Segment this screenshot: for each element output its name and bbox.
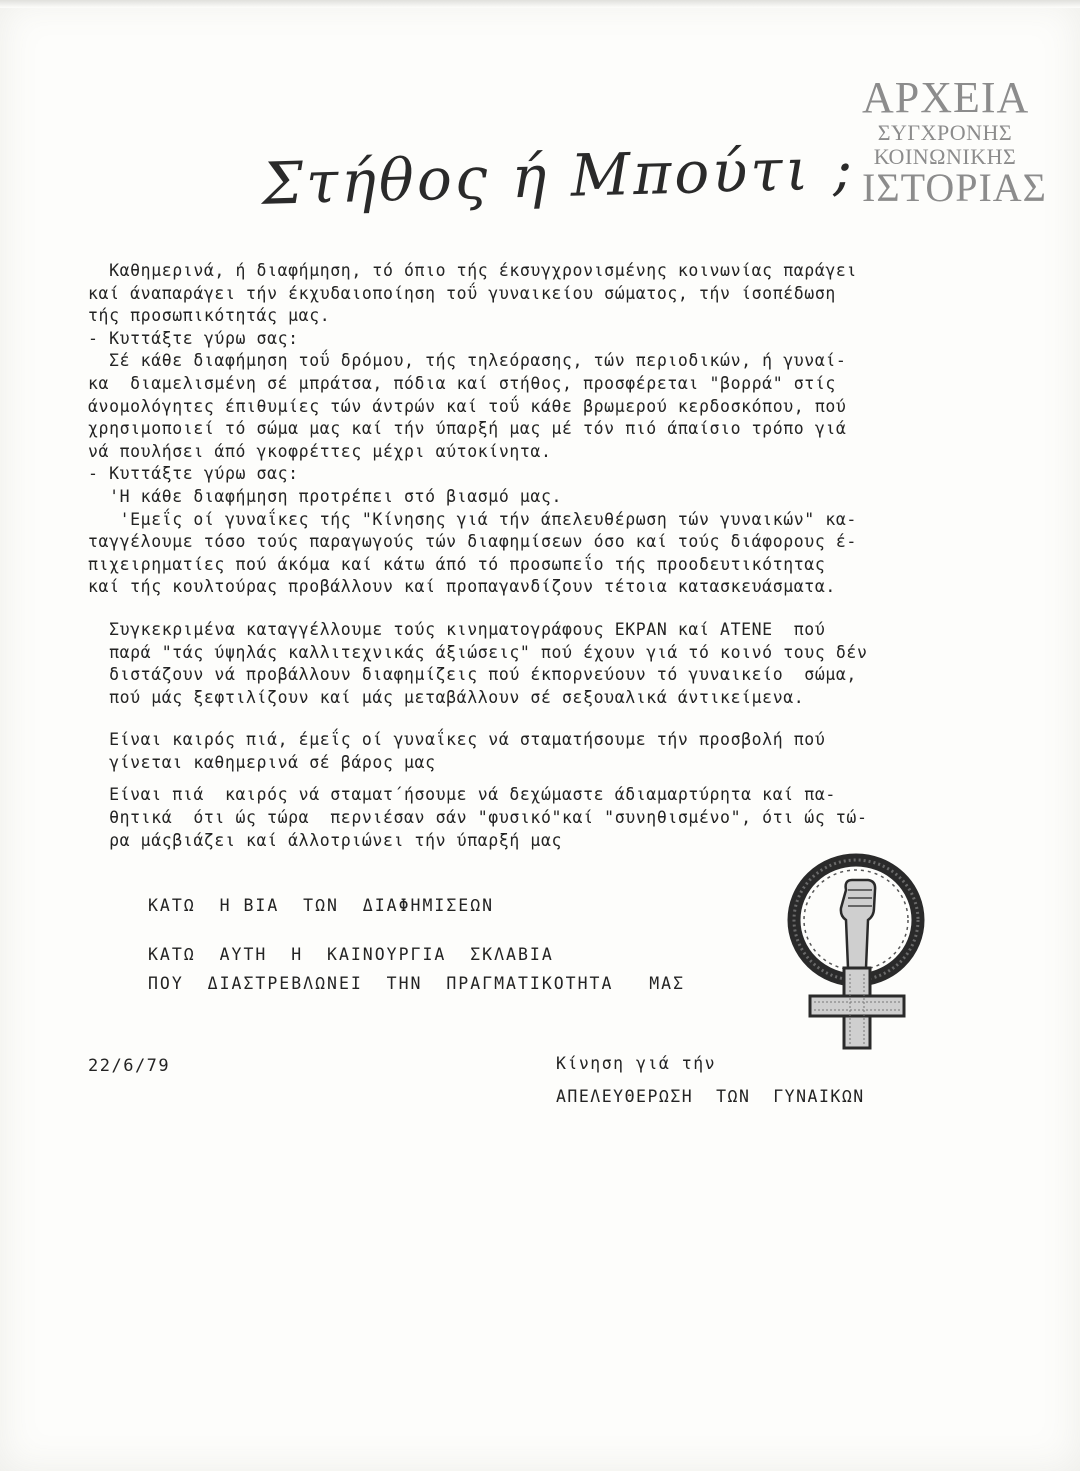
text-line: καί τής κουλτούρας προβάλλουν καί προπαγανδίζουν τέτοια κατασκευάσματα.	[88, 577, 836, 597]
document-body	[88, 260, 978, 852]
text-line: παρά "τάς ύψηλάς καλλιτεχνικάς άξιώσεις" πού έχουν γιά τό κοινό τους δέν	[88, 642, 868, 662]
paragraph-4	[88, 784, 978, 852]
paragraph-gap	[88, 709, 978, 729]
paper-edge	[0, 0, 1080, 8]
document-date: 22/6/79	[88, 1056, 171, 1076]
text-line: καί άναπαράγει τήν έκχυδαιοποίηση τοΰ γυναικείου σώματος, τήν ίσοπέδωση	[88, 283, 836, 303]
text-line: Είναι καιρός πιά, έμεΐς οί γυναΐκες νά σταματήσουμε τήν προσβολή πού	[88, 730, 826, 750]
watermark-line-1: ΑΡΧΕΙΑ	[862, 73, 1030, 122]
text-line: πιχειρηματίες πού άκόμα καί κάτω άπό τό προσωπεΐο τής προοδευτικότητας	[88, 554, 826, 574]
female-symbol-with-raised-fist-icon	[780, 850, 930, 1060]
paragraph-3	[88, 729, 978, 774]
paragraph-2	[88, 619, 978, 709]
text-line: γίνεται καθημερινά σέ βάρος μας	[88, 752, 436, 772]
text-line: Καθημερινά, ή διαφήμηση, τό όπιο τής έκσυγχρονισμένης κοινωνίας παράγει	[88, 261, 857, 280]
watermark-line-3: ΚΟΙΝΩΝΙΚΗΣ	[873, 144, 1017, 169]
slogan-line-1: ΚΑΤΩ Η ΒΙΑ ΤΩΝ ΔΙΑΦΗΜΙΣΕΩΝ	[148, 896, 495, 915]
text-line: ρα μάςβιάζει καί άλλοτριώνει τήν ύπαρξή μας	[88, 830, 563, 850]
signature-line-2: ΑΠΕΛΕΥΘΕΡΩΣΗ ΤΩΝ ΓΥΝΑΙΚΩΝ	[556, 1087, 865, 1106]
signature-line-1: Κίνηση γιά τήν	[556, 1054, 717, 1073]
text-line: άνομολόγητες έπιθυμίες τών άντρών καί τοΰ κάθε βρωμερού κερδοσκόπου, πού	[88, 396, 847, 416]
text-line: χρησιμοποιεί τό σώμα μας καί τήν ύπαρξή μας μέ τόν πιό άπαίσιο τρόπο γιά	[88, 419, 847, 439]
text-line: ταγγέλουμε τόσο τούς παραγωγούς τών διαφημίσεων όσο καί τούς διάφορους έ-	[88, 532, 857, 552]
slogan-line-2: ΚΑΤΩ ΑΥΤΗ Η ΚΑΙΝΟΥΡΓΙΑ ΣΚΛΑΒΙΑ	[148, 945, 554, 964]
text-line: 'Η κάθε διαφήμηση προτρέπει στό βιασμό μας.	[88, 486, 563, 506]
text-line: πού μάς ξεφτιλίζουν καί μάς μεταβάλλουν σέ σεξουαλικά άντικείμενα.	[88, 687, 805, 707]
handwritten-title: Στήθος ή Μπούτι ;	[261, 134, 857, 218]
signature-block	[556, 1054, 865, 1106]
archive-watermark	[862, 73, 1047, 210]
slogan-line-3: ΠΟΥ ΔΙΑΣΤΡΕΒΛΩΝΕΙ ΤΗΝ ΠΡΑΓΜΑΤΙΚΟΤΗΤΑ ΜΑΣ	[148, 974, 686, 993]
paragraph-gap	[88, 774, 978, 784]
paragraph-1	[88, 260, 978, 599]
text-line: διστάζουν νά προβάλλουν διαφημίζεις πού έκπορνεύουν τό γυναικείο σώμα,	[88, 665, 857, 685]
text-line: Είναι πιά καιρός νά σταματ΄ήσουμε νά δεχώμαστε άδιαμαρτύρητα καί πα-	[88, 785, 836, 805]
text-line: - Κυττάξτε γύρω σας:	[88, 328, 299, 348]
text-line: τής προσωπικότητάς μας.	[88, 306, 331, 326]
text-line: 'Εμεΐς οί γυναΐκες τής "Κίνησης γιά τήν άπελευθέρωση τών γυναικών" κα-	[88, 509, 857, 529]
text-line: κα διαμελισμένη σέ μπράτσα, πόδια καί στήθος, προσφέρεται "βορρά" στίς	[88, 373, 836, 393]
text-line: Σέ κάθε διαφήμηση τοΰ δρόμου, τής τηλεόρασης, τών περιοδικών, ή γυναί-	[88, 351, 847, 371]
text-line: θητικά ότι ώς τώρα περνιέσαν σάν "φυσικό"καί "συνηθισμένο", ότι ώς τώ-	[88, 808, 868, 828]
watermark-line-4: ΙΣΤΟΡΙΑΣ	[862, 165, 1047, 210]
text-line: Συγκεκριμένα καταγγέλλουμε τούς κινηματογράφους ΕΚΡΑΝ καί ΑΤΕΝΕ πού	[88, 619, 826, 639]
paragraph-gap	[88, 599, 978, 619]
text-line: νά πουλήσει άπό γκοφρέττες μέχρι αύτοκίνητα.	[88, 441, 552, 461]
watermark-line-2: ΣΥΓΧΡΟΝΗΣ	[877, 120, 1013, 145]
text-line: - Κυττάξτε γύρω σας:	[88, 464, 299, 484]
slogans-block	[148, 896, 685, 993]
